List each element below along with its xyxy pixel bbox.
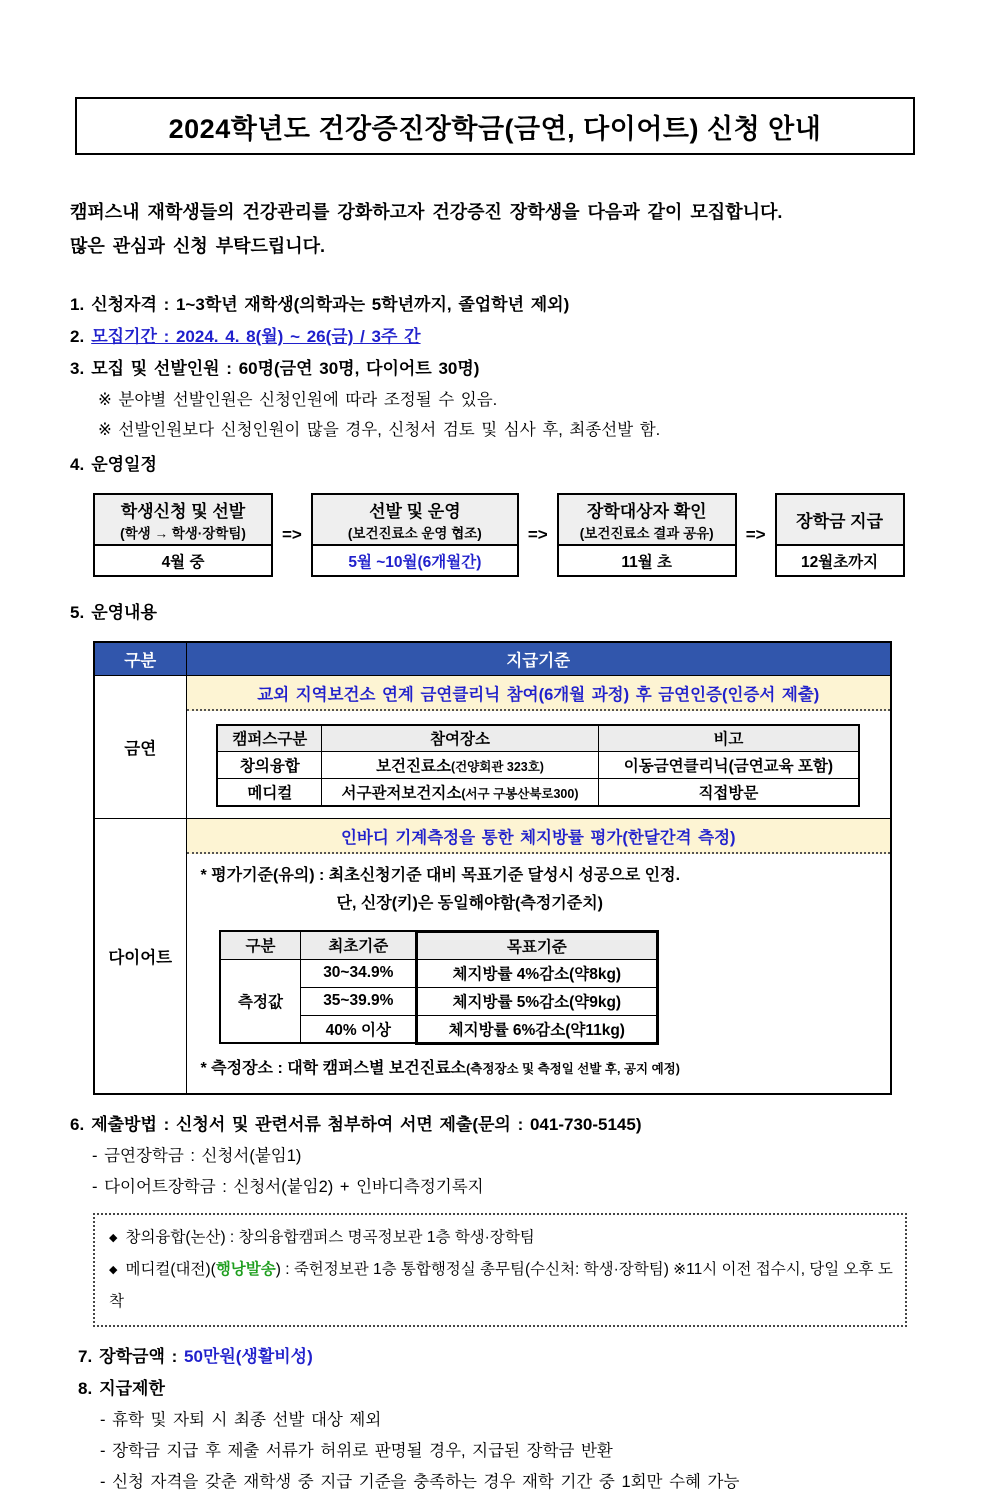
item-list	[70, 289, 920, 1498]
item-number: 5.	[70, 603, 85, 622]
flow-arrow-icon: =>	[282, 525, 302, 544]
diamond-bullet-icon: ◆	[109, 1263, 118, 1276]
submit-line-medical	[109, 1254, 893, 1317]
diet-note-3-detail: (측정장소 및 측정일 선발 후, 공지 예정)	[466, 1061, 680, 1076]
title-box	[75, 97, 915, 155]
diet-banner: 인바디 기계측정을 통한 체지방률 평가(한달간격 측정)	[187, 819, 891, 854]
cell-initial: 30~34.9%	[301, 959, 417, 987]
item-text: 모집 및 선발인원 : 60명(금연 30명, 다이어트 30명)	[91, 359, 480, 378]
table-row	[220, 959, 658, 987]
cell-place	[322, 779, 598, 806]
diet-content-cell	[186, 818, 891, 1094]
item-text: 신청자격 : 1~3학년 재학생(의학과는 5학년까지, 졸업학년 제외)	[91, 295, 570, 314]
item-3-note-2: ※ 선발인원보다 신청인원이 많을 경우, 신청서 검토 및 심사 후, 최종선발 함.	[98, 421, 661, 439]
submit-line-text: 창의융합(논산) : 창의융합캠퍼스 명곡정보관 1층 학생·장학팀	[125, 1228, 535, 1246]
flow-step-date: 12월초까지	[777, 546, 903, 575]
intro	[70, 195, 920, 263]
cell-target: 체지방률 4%감소(약8kg)	[417, 959, 657, 987]
cell-target: 체지방률 5%감소(약9kg)	[417, 987, 657, 1015]
diet-note-3-main: * 측정장소 : 대학 캠퍼스별 보건진료소	[200, 1059, 467, 1077]
header-category: 구분	[94, 642, 186, 675]
diet-note-1: * 평가기준(유의) : 최초신청기준 대비 목표기준 달성시 성공으로 인정.	[200, 866, 681, 884]
diamond-bullet-icon: ◆	[109, 1231, 118, 1244]
flow-step-payment	[775, 493, 905, 577]
flow-arrow-icon: =>	[527, 525, 548, 544]
cell-initial: 35~39.9%	[301, 987, 417, 1015]
item-6-submission	[70, 1109, 920, 1203]
smoking-banner: 교외 지역보건소 연계 금연클리닉 참여(6개월 과정) 후 금연인증(인증서 제출)	[187, 676, 891, 711]
header-remark: 비고	[598, 725, 859, 752]
item-text: 지급제한	[99, 1378, 165, 1398]
diet-note-3	[187, 1055, 891, 1093]
item-8-sub-1: - 휴학 및 자퇴 시 최종 선발 대상 제외	[100, 1410, 382, 1429]
intro-line-1: 캠퍼스내 재학생들의 건강관리를 강화하고자 건강증진 장학생을 다음과 같이 모집합니다.	[70, 202, 783, 222]
item-3-quota	[70, 353, 920, 445]
table-row	[217, 779, 859, 806]
row-label-diet: 다이어트	[94, 818, 186, 1094]
place-main: 보건진료소	[376, 758, 451, 775]
cell-remark: 직접방문	[598, 779, 859, 806]
place-detail: (서구 구봉산북로300)	[461, 786, 579, 801]
item-2-period	[70, 321, 920, 353]
flow-step-top	[777, 495, 903, 546]
flow-step-confirm	[557, 493, 737, 577]
page-title: 2024학년도 건강증진장학금(금연, 다이어트) 신청 안내	[168, 113, 822, 144]
cell-campus: 창의융합	[217, 752, 322, 779]
place-main: 서구관저보건지소	[341, 784, 462, 802]
item-label: 장학금액 :	[99, 1346, 184, 1366]
cell-place	[322, 752, 598, 779]
item-text: 운영일정	[91, 455, 157, 474]
flow-step-top	[95, 495, 271, 546]
schedule-flowchart	[93, 493, 920, 577]
flow-step-top	[559, 495, 735, 546]
item-number: 6.	[70, 1114, 85, 1134]
flow-step-date: 4월 중	[95, 546, 271, 575]
cell-remark: 이동금연클리닉(금연교육 포함)	[598, 752, 859, 779]
submit-line-changui	[109, 1222, 893, 1254]
header-target: 목표기준	[417, 931, 657, 959]
scholarship-amount-value: 50만원(생활비성)	[183, 1346, 313, 1366]
item-number: 4.	[70, 455, 85, 474]
item-number: 7.	[78, 1346, 93, 1366]
flow-step-top	[313, 495, 517, 546]
item-text: 운영내용	[91, 603, 157, 622]
item-text-period: 모집기간 : 2024. 4. 8(월) ~ 26(금) / 3주 간	[91, 327, 421, 346]
item-number: 1.	[70, 295, 85, 314]
item-8-restrictions	[70, 1373, 920, 1498]
submission-location-box	[93, 1213, 907, 1327]
flow-step-subtitle: (학생 → 학생·장학팀)	[120, 526, 246, 541]
table-row	[217, 752, 859, 779]
smoking-inner-header-row	[217, 725, 859, 752]
cell-target: 체지방률 6%감소(약11kg)	[417, 1015, 657, 1043]
header-criteria: 지급기준	[186, 642, 891, 675]
flow-step-title: 장학금 지급	[796, 512, 883, 531]
row-diet	[94, 818, 891, 1094]
item-5-contents	[70, 597, 920, 629]
cell-initial: 40% 이상	[301, 1015, 417, 1043]
row-smoking	[94, 675, 891, 818]
flow-step-title: 학생신청 및 선발	[120, 502, 246, 521]
item-text: 제출방법 : 신청서 및 관련서류 첨부하여 서면 제출(문의 : 041-730-5145)	[91, 1114, 642, 1134]
diet-note-2: 단, 신장(키)은 동일해야함(측정기준치)	[336, 894, 603, 912]
smoking-inner-table	[216, 724, 860, 807]
flow-step-operate	[311, 493, 519, 577]
flow-step-subtitle: (보건진료소 운영 협조)	[347, 526, 482, 541]
flow-step-date: 11월 초	[559, 546, 735, 575]
criteria-table	[93, 641, 892, 1095]
submit-line-pre: 메디컬(대전)(	[125, 1260, 216, 1278]
item-6-sub-2: - 다이어트장학금 : 신청서(붙임2) + 인바디측정기록지	[92, 1177, 484, 1196]
item-4-schedule	[70, 449, 920, 481]
item-7-amount	[70, 1341, 920, 1373]
header-campus: 캠퍼스구분	[217, 725, 322, 752]
cell-measure-label: 측정값	[220, 959, 301, 1043]
criteria-table-header-row	[94, 642, 891, 675]
flow-arrow-icon: =>	[745, 525, 766, 544]
diet-inner-table	[219, 930, 659, 1045]
place-detail: (건양회관 323호)	[450, 760, 544, 774]
item-number: 2.	[70, 327, 85, 346]
flow-step-title: 장학대상자 확인	[586, 502, 707, 521]
item-8-sub-2: - 장학금 지급 후 제출 서류가 허위로 판명될 경우, 지급된 장학금 반환	[100, 1441, 613, 1460]
item-8-sub-3: - 신청 자격을 갖춘 재학생 중 지급 기준을 충족하는 경우 재학 기간 중 1회만 수혜 가능	[100, 1472, 740, 1491]
header-type: 구분	[220, 931, 301, 959]
flow-step-subtitle: (보건진료소 결과 공유)	[579, 526, 714, 541]
submit-line-green: 행낭발송	[215, 1260, 276, 1278]
diet-inner-header-row	[220, 931, 658, 959]
smoking-content-cell	[186, 675, 891, 818]
item-1-eligibility	[70, 289, 920, 321]
flow-step-apply	[93, 493, 273, 577]
item-number: 3.	[70, 359, 85, 378]
submit-line-post: ) : 죽헌정보관 1층 통합행정실 총무팀(수신처: 학생·장학팀) ※11시 이전 접수시, 당일 오후 도착	[109, 1260, 893, 1310]
cell-campus: 메디컬	[217, 779, 322, 806]
item-6-sub-1: - 금연장학금 : 신청서(붙임1)	[92, 1146, 302, 1165]
intro-line-2: 많은 관심과 신청 부탁드립니다.	[70, 236, 326, 256]
row-label-smoking: 금연	[94, 675, 186, 818]
flow-step-date: 5월 ~10월(6개월간)	[313, 546, 517, 575]
header-place: 참여장소	[322, 725, 598, 752]
item-3-note-1: ※ 분야별 선발인원은 신청인원에 따라 조정될 수 있음.	[98, 391, 498, 409]
header-initial: 최초기준	[301, 931, 417, 959]
flow-step-title: 선발 및 운영	[369, 502, 461, 521]
item-number: 8.	[78, 1378, 93, 1398]
